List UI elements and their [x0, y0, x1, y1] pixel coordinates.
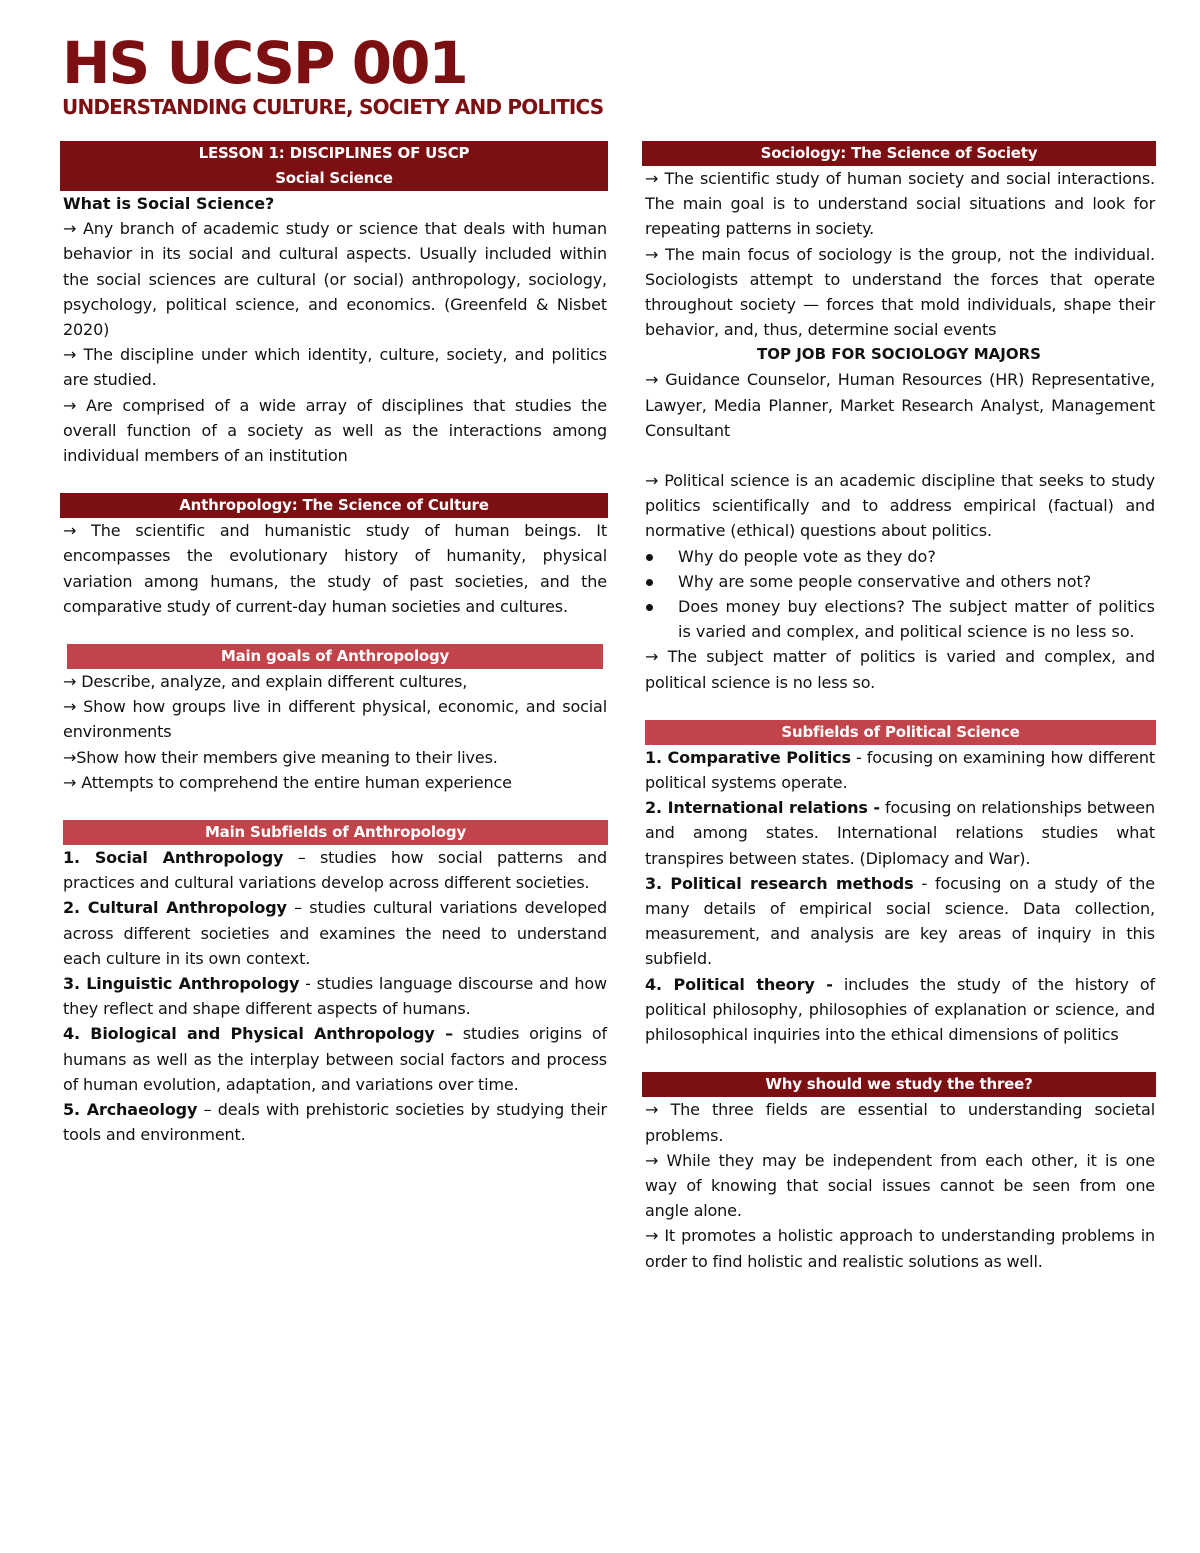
goal-item: → Describe, analyze, and explain different cultures, — [63, 672, 468, 692]
lesson-header — [60, 141, 608, 191]
subfield-item — [60, 845, 608, 895]
subfield-term: 1. Social Anthropology — [63, 848, 284, 868]
lesson-header-title: LESSON 1: DISCIPLINES OF USCP — [198, 144, 470, 162]
list-item — [642, 594, 1156, 644]
subfield-item — [60, 1021, 608, 1097]
top-job-text: → Guidance Counselor, Human Resources (HR) Representative, Lawyer, Media Planner, Market Research Analyst, Management Consultant — [645, 370, 1155, 440]
goal-item: → Show how groups live in different physical, economic, and social environments — [63, 697, 607, 742]
list-item — [642, 569, 1156, 594]
subfield-desc: – deals with prehistoric societies by studying their tools and environment. — [63, 1100, 607, 1145]
polsci-questions-list — [642, 544, 1156, 645]
subfield-term: 3. Linguistic Anthropology — [63, 974, 300, 994]
why-paragraph: → It promotes a holistic approach to understanding problems in order to find holistic and realistic solutions as well. — [645, 1226, 1155, 1271]
subfield-item — [642, 795, 1156, 871]
anthropology-goals-header: Main goals of Anthropology — [67, 644, 603, 669]
bullet-icon — [646, 554, 653, 561]
subfield-desc: studies origins of humans as well as the interplay between social factors and process of human evolution, adaptation, and variations over time. — [63, 1024, 607, 1094]
right-column — [642, 141, 1156, 1274]
list-item — [642, 544, 1156, 569]
anthropology-header: Anthropology: The Science of Culture — [60, 493, 608, 518]
ss-paragraph: → Are comprised of a wide array of disciplines that studies the overall function of a society as well as the interactions among individual members of an institution — [63, 395, 607, 466]
subfield-term: 4. Biological and Physical Anthropology – — [63, 1024, 453, 1044]
document-title: HS UCSP 001 — [62, 29, 467, 97]
subfield-desc: focusing on relationships between and among states. International relations studies what transpires between states. (Diplomacy and War). — [645, 798, 1155, 868]
subfield-item — [642, 871, 1156, 972]
bullet-icon — [646, 604, 653, 611]
goal-item: → Attempts to comprehend the entire human experience — [63, 772, 512, 792]
goal-item: →Show how their members give meaning to their lives. — [63, 747, 498, 767]
anthropology-subfields-header: Main Subfields of Anthropology — [63, 820, 608, 845]
ss-paragraph: → Any branch of academic study or science that deals with human behavior in its social and cultural aspects. Usually included within the social sciences are cultural (or social) anthropology, sociology, psychology, political science, and economics. (Greenfeld & Nisbet 2020) — [63, 219, 607, 340]
subfield-desc: includes the study of the history of political philosophy, philosophies of explanation or science, and philosophical inquiries into the ethical dimensions of politics — [645, 974, 1156, 1045]
subfield-term: 2. Cultural Anthropology — [63, 898, 287, 918]
list-item-text: Why do people vote as they do? — [678, 546, 936, 566]
why-paragraph: → While they may be independent from each other, it is one way of knowing that social issues cannot be seen from one angle alone. — [645, 1150, 1155, 1221]
subfield-item — [60, 971, 608, 1021]
subfield-term: 4. Political theory - — [645, 974, 833, 994]
bullet-icon — [646, 579, 653, 586]
subfield-desc: - studies language discourse and how they reflect and shape different aspects of humans. — [63, 974, 607, 1019]
subfield-desc: – studies how social patterns and practices and cultural variations develop across different societies. — [63, 848, 607, 893]
social-science-header: Social Science — [275, 169, 393, 187]
subfield-term: 2. International relations - — [645, 798, 880, 818]
subfield-term: 3. Political research methods — [645, 873, 914, 893]
left-column — [60, 141, 608, 1148]
subfield-desc: – studies cultural variations developed across different societies and examines the need to understand each culture in its own context. — [63, 898, 607, 968]
subfield-item — [642, 745, 1156, 795]
social-science-question: What is Social Science? — [63, 194, 275, 213]
list-item-text: Does money buy elections? The subject matter of politics is varied and complex, and political science is no less so. — [678, 597, 1155, 642]
polsci-intro: → Political science is an academic discipline that seeks to study politics scientifically and to address empirical (factual) and normative (ethical) questions about politics. — [645, 471, 1155, 541]
subfield-item — [642, 972, 1156, 1048]
sociology-paragraph: → The scientific study of human society and social interactions. The main goal is to understand social situations and look for repeating patterns in society. — [645, 169, 1155, 239]
sociology-header: Sociology: The Science of Society — [642, 141, 1156, 166]
subfield-term: 1. Comparative Politics — [645, 747, 851, 767]
subfield-item — [60, 1097, 608, 1147]
why-paragraph: → The three fields are essential to understanding societal problems. — [645, 1100, 1155, 1145]
polsci-closing: → The subject matter of politics is varied and complex, and political science is no less so. — [645, 647, 1155, 692]
document-subtitle: UNDERSTANDING CULTURE, SOCIETY AND POLITICS — [62, 95, 604, 119]
why-study-header: Why should we study the three? — [642, 1072, 1156, 1097]
polsci-subfields-header: Subfields of Political Science — [645, 720, 1156, 745]
top-job-header: TOP JOB FOR SOCIOLOGY MAJORS — [757, 345, 1041, 364]
ss-paragraph: → The discipline under which identity, culture, society, and politics are studied. — [63, 345, 607, 390]
anthropology-paragraph: → The scientific and humanistic study of human beings. It encompasses the evolutionary history of humanity, physical variation among humans, the study of past societies, and the comparative study of current-day human societies and cultures. — [63, 521, 607, 616]
subfield-term: 5. Archaeology — [63, 1100, 198, 1120]
sociology-paragraph: → The main focus of sociology is the group, not the individual. Sociologists attempt to understand the forces that operate throughout society — forces that mold individuals, shape their behavior, and, thus, determine social events — [645, 244, 1155, 340]
subfield-item — [60, 895, 608, 971]
subfield-desc: - focusing on examining how different political systems operate. — [645, 747, 1155, 793]
subfield-desc: - focusing on a study of the many details of empirical social science. Data collection, measurement, and analysis are key areas of inquiry in this subfield. — [645, 873, 1155, 969]
list-item-text: Why are some people conservative and others not? — [678, 571, 1092, 591]
